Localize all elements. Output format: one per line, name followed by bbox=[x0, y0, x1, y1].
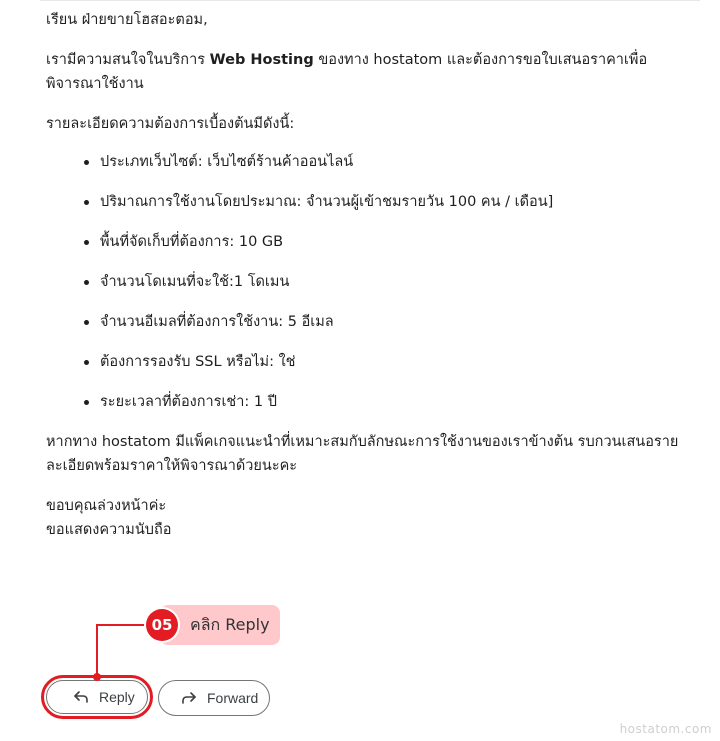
callout-connector-horizontal bbox=[96, 624, 148, 626]
intro-prefix: เรามีความสนใจในบริการ bbox=[46, 52, 210, 68]
list-item: พื้นที่จัดเก็บที่ต้องการ: 10 GB bbox=[84, 230, 696, 270]
forward-arrow-icon bbox=[181, 690, 197, 706]
email-closing: หากทาง hostatom มีแพ็คเกจแนะนำที่เหมาะสมกับลักษณะการใช้งานของเราข้างต้น รบกวนเสนอรายละเอียดพร้อมราคาให้พิจารณาด้วยนะคะ bbox=[46, 434, 679, 474]
intro-bold: Web Hosting bbox=[209, 52, 314, 68]
reply-label: Reply bbox=[99, 689, 135, 705]
callout-connector-dot bbox=[93, 673, 101, 681]
email-signoff-line2: ขอแสดงความนับถือ bbox=[46, 522, 172, 538]
list-item: จำนวนอีเมลที่ต้องการใช้งาน: 5 อีเมล bbox=[84, 310, 696, 350]
requirements-heading: รายละเอียดความต้องการเบื้องต้นมีดังนี้: bbox=[46, 116, 295, 132]
email-signoff-line1: ขอบคุณล่วงหน้าค่ะ bbox=[46, 498, 167, 514]
email-body bbox=[46, 8, 696, 542]
forward-button[interactable] bbox=[158, 680, 270, 716]
list-item: ปริมาณการใช้งานโดยประมาณ: จำนวนผู้เข้าชมรายวัน 100 คน / เดือน] bbox=[84, 190, 696, 230]
step-callout bbox=[146, 605, 280, 645]
top-divider bbox=[40, 0, 700, 1]
callout-connector-vertical bbox=[96, 624, 98, 676]
intro-suffix: ของทาง hostatom และต้องการขอใบเสนอราคาเพื่อพิจารณาใช้งาน bbox=[46, 52, 648, 92]
list-item: ต้องการรองรับ SSL หรือไม่: ใช่ bbox=[84, 350, 696, 390]
callout-label: คลิก Reply bbox=[190, 615, 270, 634]
list-item: ประเภทเว็บไซต์: เว็บไซต์ร้านค้าออนไลน์ bbox=[84, 150, 696, 190]
requirements-list bbox=[46, 150, 696, 430]
list-item: จำนวนโดเมนที่จะใช้:1 โดเมน bbox=[84, 270, 696, 310]
email-greeting: เรียน ฝ่ายขายโฮสอะตอม, bbox=[46, 12, 208, 28]
reply-highlight-ring bbox=[41, 675, 153, 719]
forward-label: Forward bbox=[207, 690, 259, 706]
email-intro bbox=[46, 48, 696, 96]
list-item: ระยะเวลาที่ต้องการเช่า: 1 ปี bbox=[84, 390, 696, 430]
step-number-badge: 05 bbox=[146, 609, 178, 641]
watermark: hostatom.com bbox=[619, 722, 712, 736]
